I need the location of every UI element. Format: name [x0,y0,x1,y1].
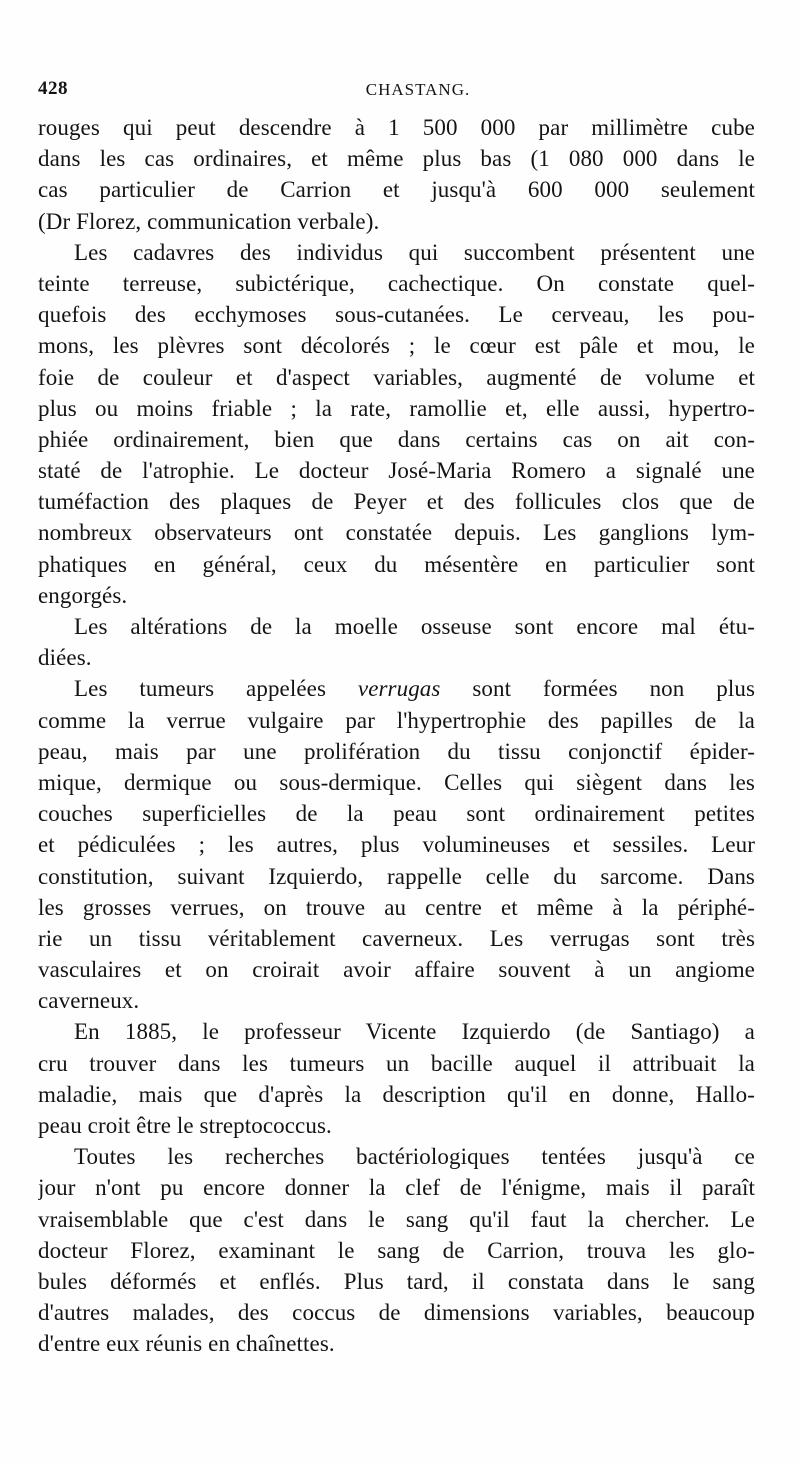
text-line: mons, les plèvres sont décolorés ; le cœur est pâle et mou, le [38,333,755,359]
text-line: maladie, mais que d'après la description qu'il en donne, Hallo- [38,1081,755,1107]
text-line: constitution, suivant Izquierdo, rappelle celle du sarcome. Dans [38,863,755,889]
text-line: dans les cas ordinaires, et même plus bas (1 080 000 dans le [38,146,755,172]
body-text [38,112,755,1360]
text-line: (Dr Florez, communication verbale). [38,208,380,234]
paragraph [38,611,755,673]
text-line: Les cadavres des individus qui succombent présentent une [74,239,755,265]
page-number: 428 [38,78,68,99]
text-line: comme la verrue vulgaire par l'hypertrophie des papilles de la [38,707,755,733]
text-line: quefois des ecchymoses sous-cutanées. Le cerveau, les pou- [38,302,755,328]
paragraph [38,673,755,1016]
text-line: Les tumeurs appelées verrugas sont formées non plus [74,676,755,702]
text-line: Toutes les recherches bactériologiques tentées jusqu'à ce [74,1144,755,1170]
text-line: cru trouver dans les tumeurs un bacille auquel il attribuait la [38,1050,755,1076]
text-line: mique, dermique ou sous-dermique. Celles qui siègent dans les [38,769,755,795]
text-line: caverneux. [38,988,140,1014]
text-line: nombreux observateurs ont constatée depuis. Les ganglions lym- [38,520,755,546]
text-line: rie un tissu véritablement caverneux. Les verrugas sont très [38,925,755,951]
paragraph [38,1141,755,1359]
italic-term: verrugas [357,676,441,702]
text-line: foie de couleur et d'aspect variables, augmenté de volume et [38,364,755,390]
text-line: peau croit être le streptococcus. [38,1113,332,1138]
text-line: tuméfaction des plaques de Peyer et des follicules clos que de [38,489,755,515]
text-line: rouges qui peut descendre à 1 500 000 par millimètre cube [38,115,755,140]
paragraph [38,1016,755,1141]
page-header [38,78,758,104]
text-line: vasculaires et on croirait avoir affaire souvent à un angiome [38,957,755,983]
text-line: vraisemblable que c'est dans le sang qu'il faut la chercher. Le [38,1206,755,1232]
text-line: peau, mais par une prolifération du tissu conjonctif épider- [38,738,755,764]
text-line: diées. [38,645,92,671]
text-line: d'entre eux réunis en chaînettes. [38,1331,335,1357]
text-line: En 1885, le professeur Vicente Izquierdo (de Santiago) a [74,1019,755,1045]
text-line: et pédiculées ; les autres, plus volumineuses et sessiles. Leur [38,832,755,858]
text-line: Les altérations de la moelle osseuse sont encore mal étu- [74,614,755,639]
text-line: teinte terreuse, subictérique, cachectique. On constate quel- [38,270,755,296]
running-title: CHASTANG. [365,80,471,99]
text-line: phiée ordinairement, bien que dans certains cas on ait con- [38,426,755,452]
text-line: bules déformés et enflés. Plus tard, il constata dans le sang [38,1268,755,1294]
text-line: phatiques en général, ceux du mésentère en particulier sont [38,551,755,577]
paragraph [38,112,755,237]
text-line: engorgés. [38,582,128,608]
text-line: plus ou moins friable ; la rate, ramollie et, elle aussi, hypertro- [38,395,755,421]
text-line: cas particulier de Carrion et jusqu'à 600 000 seulement [38,177,755,203]
text-line: d'autres malades, des coccus de dimensions variables, beaucoup [38,1300,755,1326]
text-line: staté de l'atrophie. Le docteur José-Maria Romero a signalé une [38,458,755,484]
text-line: couches superficielles de la peau sont ordinairement petites [38,801,755,827]
paragraph [38,237,755,611]
text-line: les grosses verrues, on trouve au centre et même à la périphé- [38,894,755,920]
text-line: docteur Florez, examinant le sang de Carrion, trouva les glo- [38,1237,755,1263]
text-line: jour n'ont pu encore donner la clef de l'énigme, mais il paraît [38,1175,755,1201]
